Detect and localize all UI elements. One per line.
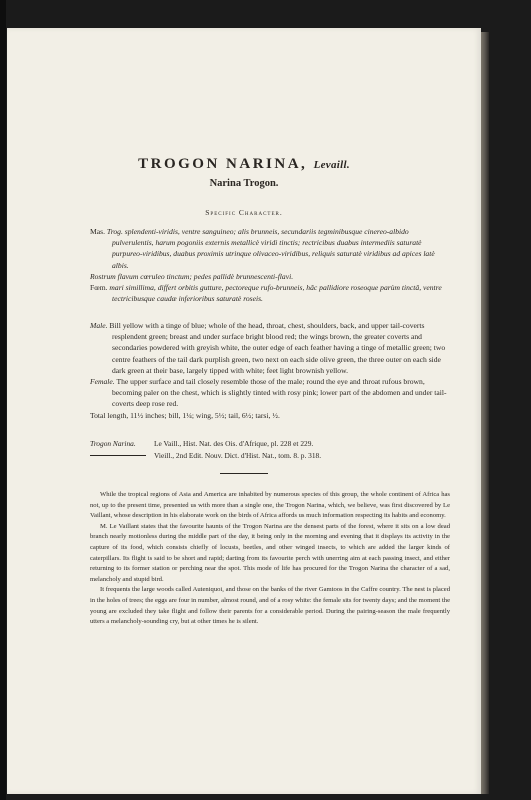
specific-character-block <box>90 226 450 304</box>
mas-text: Trog. splendenti-viridis, ventre sanguineo; alis brunneis, secundariis tegminibusque cinereo-albido pulverulentis, harum pogoniis externis metallicè viridi tinctis; rectricibus duabus intermediis saturatè purpureo-viridibus, duabus proximis utrinque olivaceo-viridibus, reliquis saturatè viridibus ad apices latè albis. <box>106 227 435 270</box>
species-name: TROGON NARINA, <box>138 156 308 172</box>
male-label: Male. <box>90 321 108 330</box>
book-page <box>7 28 481 794</box>
page-title <box>7 156 481 173</box>
section-heading: Specific Character. <box>205 208 283 217</box>
female-paragraph <box>90 376 450 410</box>
section-divider <box>220 473 268 474</box>
female-text: The upper surface and tail closely resemble those of the male; round the eye and throat rufous brown, becoming paler on the chest, which is slightly tinted with rosy pink; lower part of the abdomen and under tail-coverts deep rose red. <box>112 377 447 409</box>
foem-label: Fœm. <box>90 283 108 293</box>
common-name: Narina Trogon. <box>209 178 279 189</box>
narrative-paragraph: M. Le Vaillant states that the favourite haunts of the Trogon Narina are the densest parts of the forest, where it sits on a low dead branch nearly motionless during the middle part of the day, it being only in the morning and evening that it displays its activity in the capture of its food, which consists chiefly of locusts, beetles, and other winged insects, to which are added the larger kinds of caterpillars. Its flight is said to be short and rapid; darting from its favourite perch with unerring aim at each passing insect, and either returning to its former station or perching near the spot. This mode of life has procured for the Trogon Narina the character of a sad, melancholy and stupid bird. <box>90 522 450 583</box>
mas-paragraph <box>90 226 450 271</box>
foem-text: mari simillima, differt orbitis gutture, pectoreque rufo-brunneis, hâc pallidiore roseoque parùm tinctâ, ventre tectricibusque caudæ inferioribus saturatè roseis. <box>109 283 442 304</box>
female-label: Female. <box>90 377 115 387</box>
rostrum-text: Rostrum flavum cœruleo tinctum; pedes pallidè brunnescenti-flavi. <box>90 271 294 281</box>
reference-row <box>90 450 450 462</box>
reference-text: Le Vaill., Hist. Nat. des Ois. d'Afrique, pl. 228 et 229. <box>154 439 314 448</box>
scan-edge <box>0 0 6 800</box>
narrative-paragraph: It frequents the large woods called Auteniquoi, and those on the banks of the river Gamtoos in the Caffre country. The nest is placed in the holes of trees; the eggs are four in number, almost round, and of a rosy white: the female sits for twenty days; and the moment the young are excluded they take flight and follow their parents for a considerable period. During the pairing-season the male frequently utters a melancholy-sounding cry, but at other times he is silent. <box>90 586 450 626</box>
narrative-text <box>90 490 450 628</box>
description-block <box>90 320 450 421</box>
mas-label: Mas. <box>90 227 105 236</box>
reference-text: Vieill., 2nd Edit. Nouv. Dict. d'Hist. Nat., tom. 8. p. 318. <box>154 450 322 460</box>
reference-row <box>90 438 450 450</box>
male-text: Bill yellow with a tinge of blue; whole of the head, throat, chest, shoulders, back, and upper tail-coverts resplendent green; breast and under surface bright blood red; the wings brown, the greater coverts and secondaries powdered with greyish white, the outer edge of each feather having a tinge of metallic green; two centre feathers of the tail dark purplish green, two next on each side olive green, the three outer on each side dark green at their base, largely tipped with white; feet light brownish yellow. <box>109 321 446 375</box>
ditto-rule <box>90 455 146 462</box>
references <box>90 438 450 461</box>
foem-paragraph <box>90 282 450 304</box>
species-author: Levaill. <box>313 159 350 171</box>
male-paragraph <box>90 320 450 376</box>
reference-label: Trogon Narina. <box>90 439 136 448</box>
measurements: Total length, 11½ inches; bill, 1¼; wing, 5½; tail, 6½; tarsi, ½. <box>90 410 280 420</box>
narrative-paragraph: While the tropical regions of Asia and America are inhabited by numerous species of this group, the whole continent of Africa has not, up to the present time, presented us with more than a single one, the Trogon Narina, which, we believe, was first discovered by Le Vaillant, whose description in his elaborate work on the birds of Africa affords us much information respecting its habits and economy. <box>90 491 450 520</box>
